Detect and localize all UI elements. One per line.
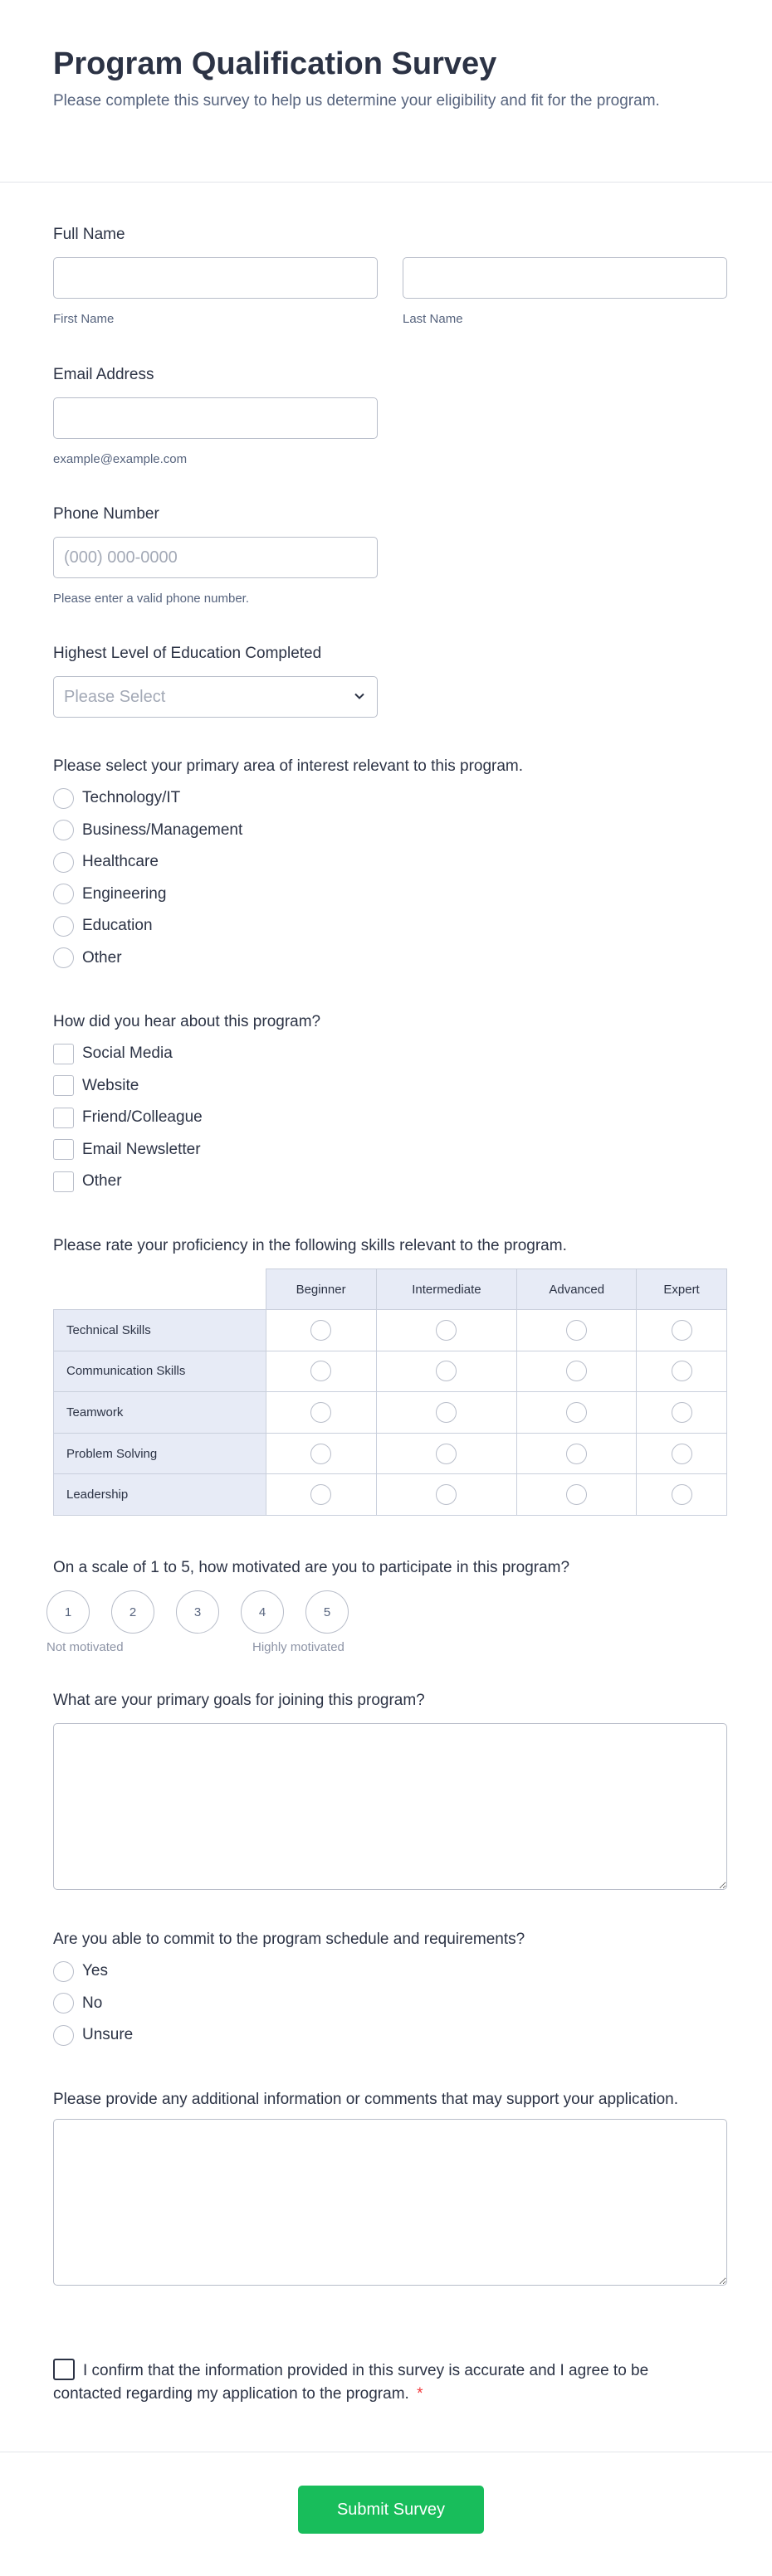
checkbox-icon[interactable] <box>53 1139 74 1160</box>
commit-option-label: No <box>82 1994 103 2012</box>
checkbox-icon[interactable] <box>53 1044 74 1064</box>
matrix-row-label: Problem Solving <box>54 1433 266 1474</box>
goals-label: What are your primary goals for joining this program? <box>53 1692 425 1709</box>
commit-option-label: Unsure <box>82 2026 134 2044</box>
page-subtitle: Please complete this survey to help us determine your eligibility and fit for the program. <box>53 92 660 110</box>
skills-label: Please rate your proficiency in the following skills relevant to the program. <box>53 1237 567 1254</box>
matrix-row-label: Leadership <box>54 1474 266 1516</box>
matrix-radio[interactable] <box>436 1320 457 1341</box>
matrix-column-header: Expert <box>637 1269 727 1310</box>
commit-option[interactable] <box>53 1955 727 1988</box>
matrix-radio[interactable] <box>566 1484 587 1505</box>
radio-icon[interactable] <box>53 884 74 904</box>
matrix-radio[interactable] <box>672 1484 692 1505</box>
interest-option[interactable] <box>53 879 727 911</box>
matrix-radio[interactable] <box>436 1402 457 1423</box>
interest-option[interactable] <box>53 846 727 879</box>
matrix-radio[interactable] <box>566 1320 587 1341</box>
skills-matrix <box>53 1269 727 1516</box>
radio-icon[interactable] <box>53 820 74 840</box>
email-sublabel: example@example.com <box>53 452 188 466</box>
last-name-input[interactable] <box>403 257 727 299</box>
checkbox-icon[interactable] <box>53 1171 74 1192</box>
interest-option-label: Education <box>82 917 153 935</box>
radio-icon[interactable] <box>53 2025 74 2046</box>
interest-option[interactable] <box>53 910 727 942</box>
referral-option-label: Email Newsletter <box>82 1140 201 1158</box>
additional-label: Please provide any additional information or comments that may support your application. <box>53 2091 679 2108</box>
radio-icon[interactable] <box>53 916 74 937</box>
interest-option-label: Other <box>82 948 122 967</box>
goals-textarea[interactable] <box>53 1723 727 1890</box>
checkbox-icon[interactable] <box>53 1108 74 1128</box>
consent-field <box>53 2359 651 2406</box>
commit-option[interactable] <box>53 2019 727 2052</box>
matrix-radio[interactable] <box>436 1484 457 1505</box>
additional-textarea[interactable] <box>53 2119 727 2286</box>
consent-checkbox-row[interactable] <box>53 2359 651 2406</box>
referral-option-label: Other <box>82 1172 122 1191</box>
education-label: Highest Level of Education Completed <box>53 645 322 662</box>
referral-option-label: Social Media <box>82 1045 173 1063</box>
referral-option[interactable] <box>53 1134 727 1166</box>
consent-checkbox[interactable] <box>53 2359 75 2380</box>
full-name-field <box>53 224 727 326</box>
matrix-column-header: Advanced <box>517 1269 637 1310</box>
commit-option[interactable] <box>53 1988 727 2020</box>
interest-option-label: Healthcare <box>82 853 159 871</box>
table-row <box>54 1433 727 1474</box>
matrix-radio[interactable] <box>310 1320 331 1341</box>
scale-option[interactable]: 2 <box>111 1590 154 1634</box>
phone-sublabel: Please enter a valid phone number. <box>53 592 249 606</box>
matrix-radio[interactable] <box>672 1361 692 1381</box>
table-row <box>54 1351 727 1392</box>
additional-field <box>53 2089 727 2290</box>
phone-field <box>53 504 378 606</box>
goals-field <box>53 1690 727 1894</box>
email-label: Email Address <box>53 366 154 383</box>
interest-option[interactable] <box>53 782 727 815</box>
scale-low-label: Not motivated <box>46 1640 124 1654</box>
scale-high-label: Highly motivated <box>252 1640 344 1654</box>
matrix-row-label: Technical Skills <box>54 1310 266 1351</box>
commit-label: Are you able to commit to the program schedule and requirements? <box>53 1931 525 1948</box>
motivation-scale <box>46 1590 727 1634</box>
full-name-label: Full Name <box>53 226 125 243</box>
education-field <box>53 643 378 718</box>
matrix-radio[interactable] <box>310 1444 331 1464</box>
first-name-sublabel: First Name <box>53 312 115 326</box>
referral-option[interactable] <box>53 1102 727 1134</box>
last-name-sublabel: Last Name <box>403 312 463 326</box>
motivation-field <box>46 1557 727 1658</box>
interest-field <box>53 756 727 974</box>
interest-option[interactable] <box>53 815 727 847</box>
scale-option[interactable]: 1 <box>46 1590 90 1634</box>
matrix-radio[interactable] <box>310 1402 331 1423</box>
radio-icon[interactable] <box>53 852 74 873</box>
checkbox-icon[interactable] <box>53 1075 74 1096</box>
consent-text: I confirm that the information provided in this survey is accurate and I agree to be contacted regarding my application to the program. <box>53 2362 649 2403</box>
matrix-radio[interactable] <box>310 1361 331 1381</box>
referral-option[interactable] <box>53 1166 727 1198</box>
referral-option-label: Website <box>82 1076 139 1094</box>
matrix-row-label: Teamwork <box>54 1392 266 1434</box>
form-header <box>0 0 772 183</box>
radio-icon[interactable] <box>53 947 74 968</box>
matrix-radio[interactable] <box>672 1320 692 1341</box>
table-row <box>54 1392 727 1434</box>
email-field <box>53 364 378 466</box>
matrix-corner <box>54 1269 266 1310</box>
chevron-down-icon <box>354 690 365 702</box>
commit-field <box>53 1929 727 2052</box>
radio-icon[interactable] <box>53 1961 74 1982</box>
email-input[interactable] <box>53 397 378 439</box>
motivation-label: On a scale of 1 to 5, how motivated are you to participate in this program? <box>53 1559 570 1576</box>
referral-option-label: Friend/Colleague <box>82 1108 203 1127</box>
matrix-radio[interactable] <box>436 1444 457 1464</box>
required-mark: * <box>417 2385 423 2403</box>
matrix-radio[interactable] <box>436 1361 457 1381</box>
matrix-radio[interactable] <box>672 1444 692 1464</box>
table-row <box>54 1474 727 1516</box>
matrix-column-header: Beginner <box>266 1269 376 1310</box>
phone-placeholder: (000) 000-0000 <box>64 548 178 567</box>
submit-button[interactable]: Submit Survey <box>298 2486 484 2534</box>
interest-label: Please select your primary area of interest relevant to this program. <box>53 757 524 775</box>
scale-option[interactable]: 4 <box>241 1590 284 1634</box>
interest-option[interactable] <box>53 942 727 975</box>
matrix-radio[interactable] <box>566 1444 587 1464</box>
page-title: Program Qualification Survey <box>53 46 497 81</box>
skills-field <box>53 1235 727 1516</box>
matrix-column-header: Intermediate <box>376 1269 517 1310</box>
scale-option[interactable]: 5 <box>305 1590 349 1634</box>
referral-option[interactable] <box>53 1070 727 1103</box>
first-name-input[interactable] <box>53 257 378 299</box>
education-select[interactable] <box>53 676 378 718</box>
phone-input[interactable] <box>53 537 378 578</box>
matrix-radio[interactable] <box>672 1402 692 1423</box>
radio-icon[interactable] <box>53 788 74 809</box>
radio-icon[interactable] <box>53 1993 74 2014</box>
phone-label: Phone Number <box>53 505 159 523</box>
scale-option[interactable]: 3 <box>176 1590 219 1634</box>
interest-option-label: Engineering <box>82 884 167 903</box>
interest-option-label: Technology/IT <box>82 789 181 807</box>
table-row <box>54 1310 727 1351</box>
commit-option-label: Yes <box>82 1962 108 1980</box>
education-placeholder: Please Select <box>64 687 166 706</box>
referral-option[interactable] <box>53 1038 727 1070</box>
referral-label: How did you hear about this program? <box>53 1013 321 1030</box>
matrix-row-label: Communication Skills <box>54 1351 266 1392</box>
matrix-radio[interactable] <box>566 1402 587 1423</box>
form-footer <box>0 2452 772 2576</box>
referral-field <box>53 1011 727 1198</box>
interest-option-label: Business/Management <box>82 821 243 839</box>
matrix-radio[interactable] <box>310 1484 331 1505</box>
matrix-radio[interactable] <box>566 1361 587 1381</box>
